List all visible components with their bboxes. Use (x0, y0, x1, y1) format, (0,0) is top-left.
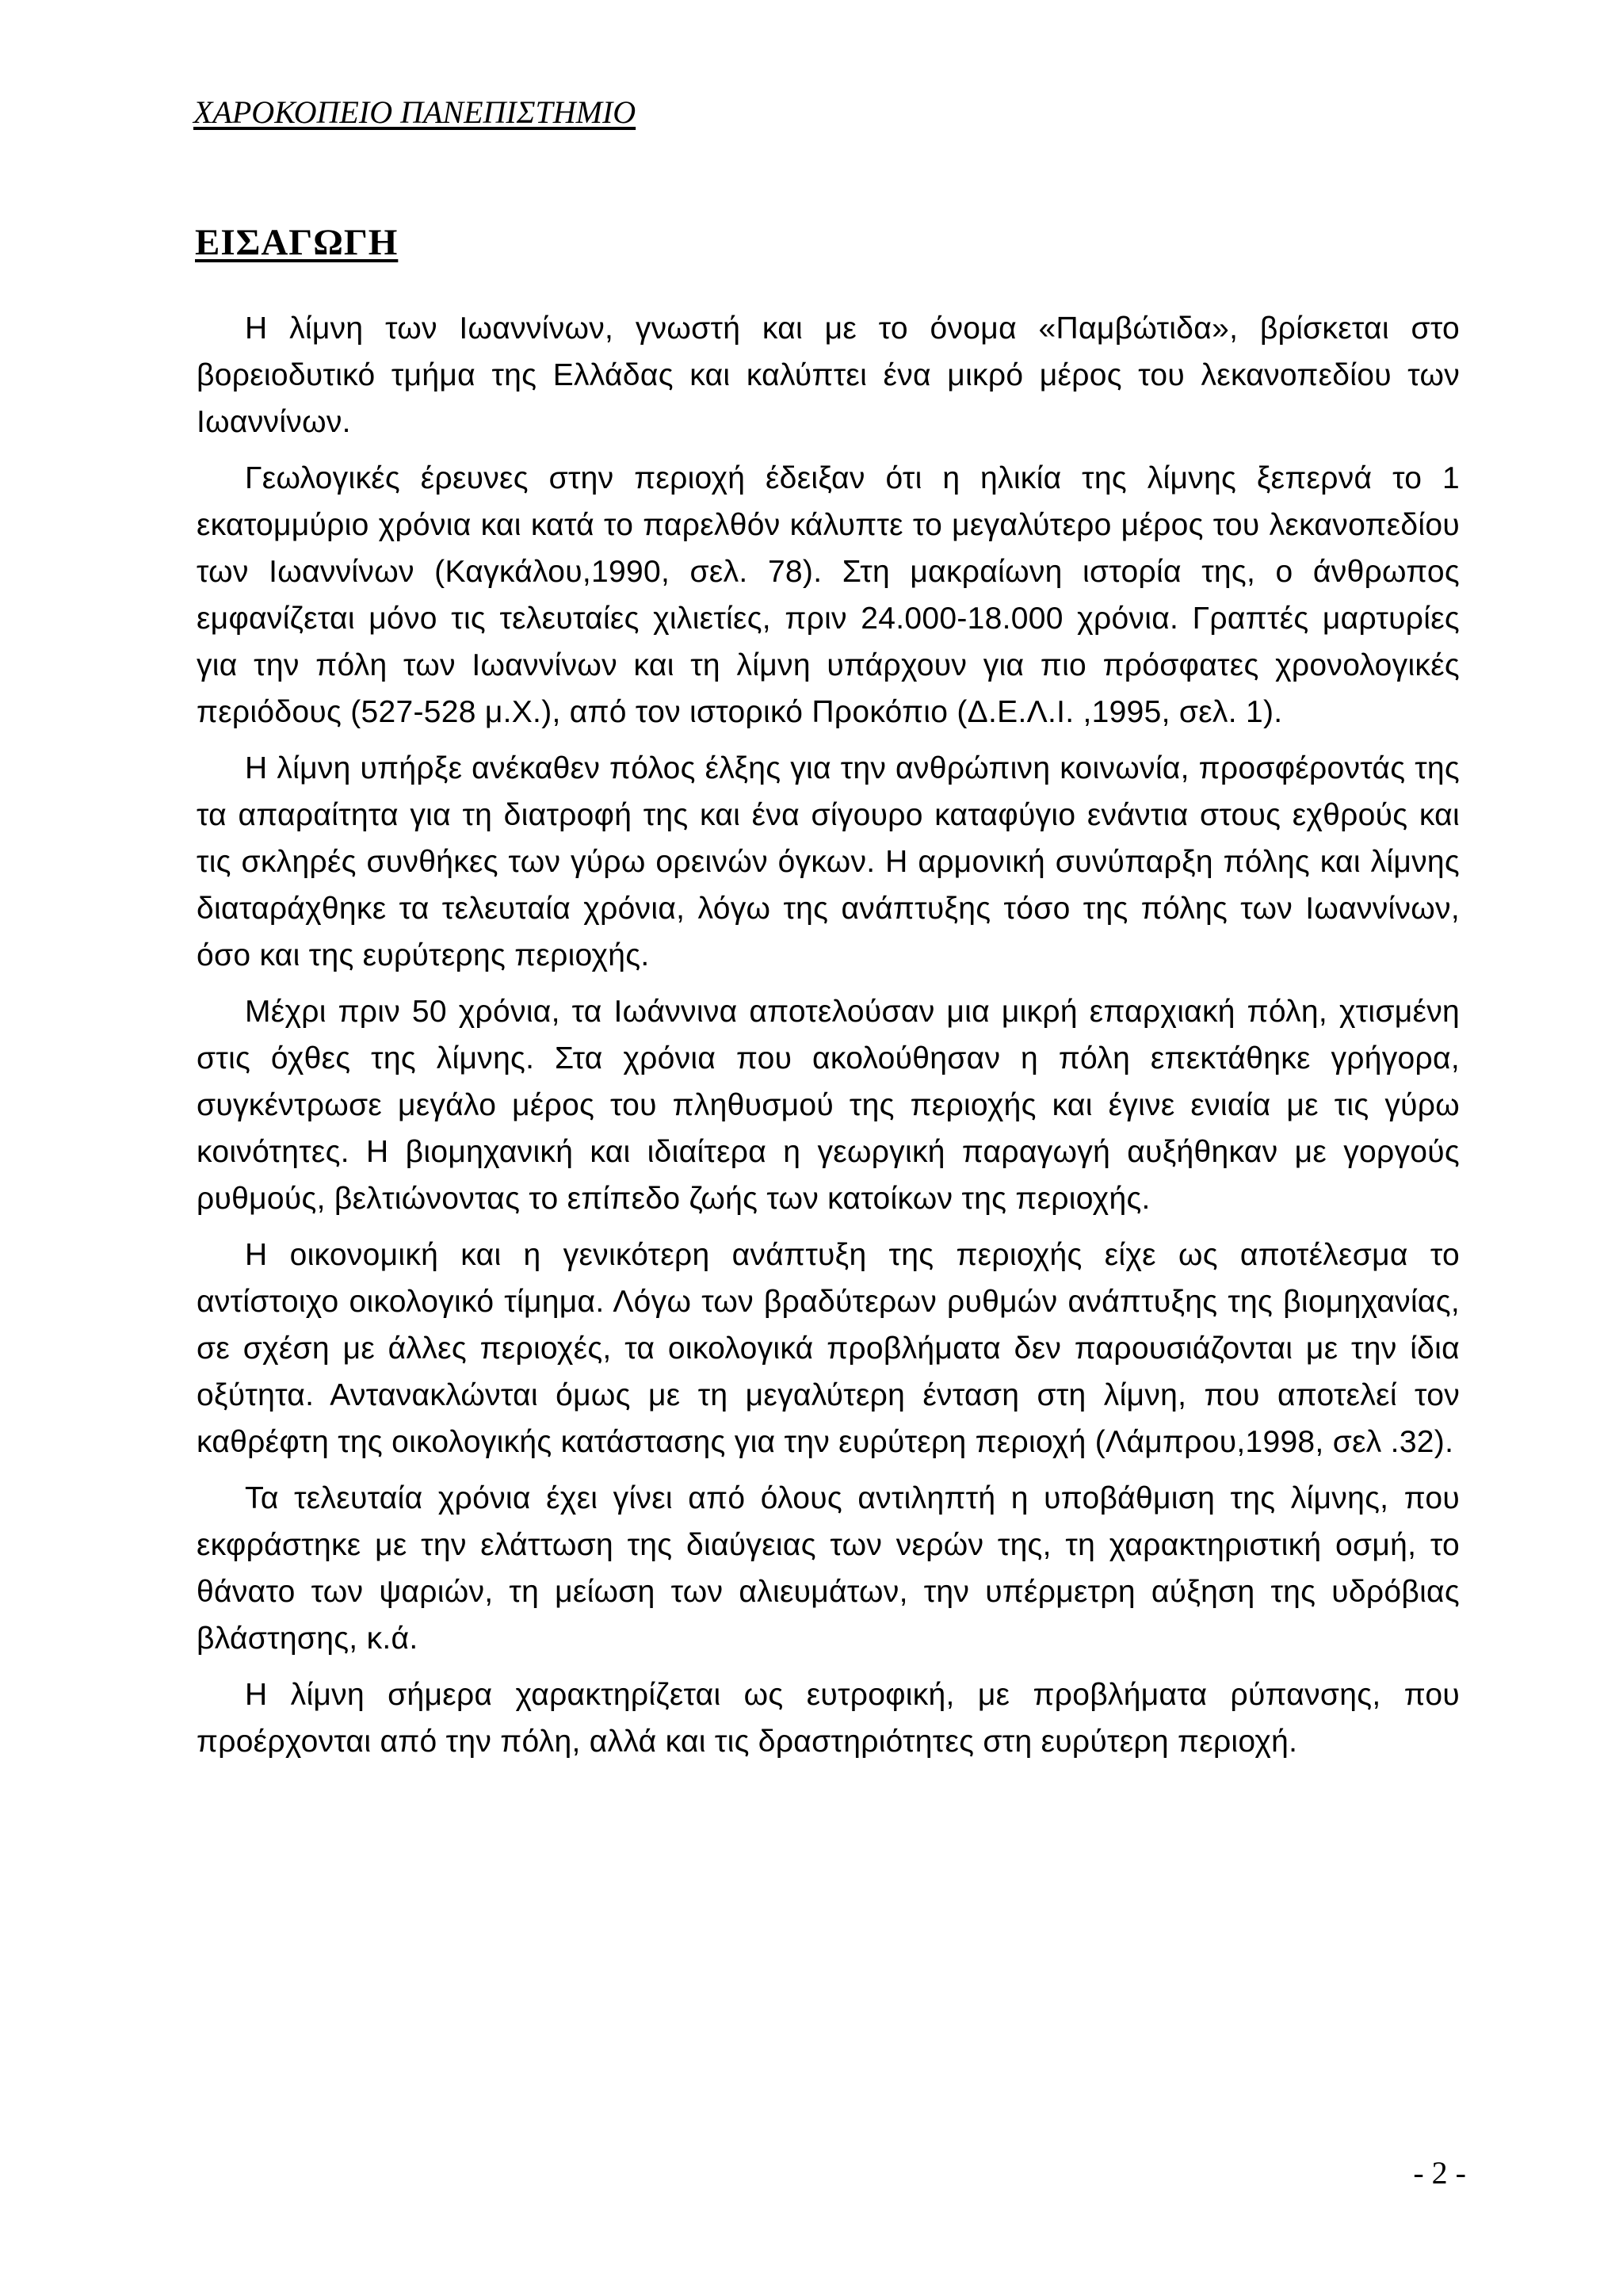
paragraph-1: Η λίμνη των Ιωαννίνων, γνωστή και με το όνομα «Παμβώτιδα», βρίσκεται στο βορειοδυτικό τμήμα της Ελλάδας και καλύπτει ένα μικρό μέρος του λεκανοπεδίου των Ιωαννίνων. (197, 311, 1460, 439)
section-title: ΕΙΣΑΓΩΓΗ (195, 222, 399, 263)
paragraph-4: Μέχρι πριν 50 χρόνια, τα Ιωάννινα αποτελούσαν μια μικρή επαρχιακή πόλη, χτισμένη στις όχθες της λίμνης. Στα χρόνια που ακολούθησαν η πόλη επεκτάθηκε γρήγορα, συγκέντρωσε μεγάλο μέρος του πληθυσμού της περιοχής και έγινε ενιαία με τις γύρω κοινότητες. Η βιομηχανική και ιδιαίτερα η γεωργική παραγωγή αυξήθηκαν με γοργούς ρυθμούς, βελτιώνοντας το επίπεδο ζωής των κατοίκων της περιοχής. (197, 995, 1460, 1216)
paragraph-6: Τα τελευταία χρόνια έχει γίνει από όλους αντιληπτή η υποβάθμιση της λίμνης, που εκφράστηκε με την ελάττωση της διαύγειας των νερών της, τη χαρακτηριστική οσμή, το θάνατο των ψαριών, τη μείωση των αλιευμάτων, την υπέρμετρη αύξηση της υδρόβιας βλάστησης, κ.ά. (197, 1481, 1460, 1656)
running-header: ΧΑΡΟΚΟΠΕΙΟ ΠΑΝΕΠΙΣΤΗΜΙΟ (193, 94, 636, 130)
body-text (197, 305, 1460, 1775)
page-number: - 2 - (1413, 2155, 1466, 2191)
paragraph-7: Η λίμνη σήμερα χαρακτηρίζεται ως ευτροφική, με προβλήματα ρύπανσης, που προέρχονται από την πόλη, αλλά και τις δραστηριότητες στη ευρύτερη περιοχή. (197, 1678, 1460, 1759)
paragraph-3: Η λίμνη υπήρξε ανέκαθεν πόλος έλξης για την ανθρώπινη κοινωνία, προσφέροντάς της τα απαραίτητα για τη διατροφή της και ένα σίγουρο καταφύγιο ενάντια στους εχθρούς και τις σκληρές συνθήκες των γύρω ορεινών όγκων. Η αρμονική συνύπαρξη πόλης και λίμνης διαταράχθηκε τα τελευταία χρόνια, λόγω της ανάπτυξης τόσο της πόλης των Ιωαννίνων, όσο και της ευρύτερης περιοχής. (197, 751, 1460, 972)
paragraph-2: Γεωλογικές έρευνες στην περιοχή έδειξαν ότι η ηλικία της λίμνης ξεπερνά το 1 εκατομμύριο χρόνια και κατά το παρελθόν κάλυπτε το μεγαλύτερο μέρος του λεκανοπεδίου των Ιωαννίνων (Καγκάλου,1990, σελ. 78). Στη μακραίωνη ιστορία της, ο άνθρωπος εμφανίζεται μόνο τις τελευταίες χιλιετίες, πριν 24.000-18.000 χρόνια. Γραπτές μαρτυρίες για την πόλη των Ιωαννίνων και τη λίμνη υπάρχουν για πιο πρόσφατες χρονολογικές περιόδους (527-528 μ.Χ.), από τον ιστορικό Προκόπιο (Δ.Ε.Λ.Ι. ,1995, σελ. 1). (197, 461, 1460, 729)
paragraph-5: Η οικονομική και η γενικότερη ανάπτυξη της περιοχής είχε ως αποτέλεσμα το αντίστοιχο οικολογικό τίμημα. Λόγω των βραδύτερων ρυθμών ανάπτυξης της βιομηχανίας, σε σχέση με άλλες περιοχές, τα οικολογικά προβλήματα δεν παρουσιάζονται με την ίδια οξύτητα. Αντανακλώνται όμως με τη μεγαλύτερη ένταση στη λίμνη, που αποτελεί τον καθρέφτη της οικολογικής κατάστασης για την ευρύτερη περιοχή (Λάμπρου,1998, σελ .32). (197, 1238, 1460, 1459)
